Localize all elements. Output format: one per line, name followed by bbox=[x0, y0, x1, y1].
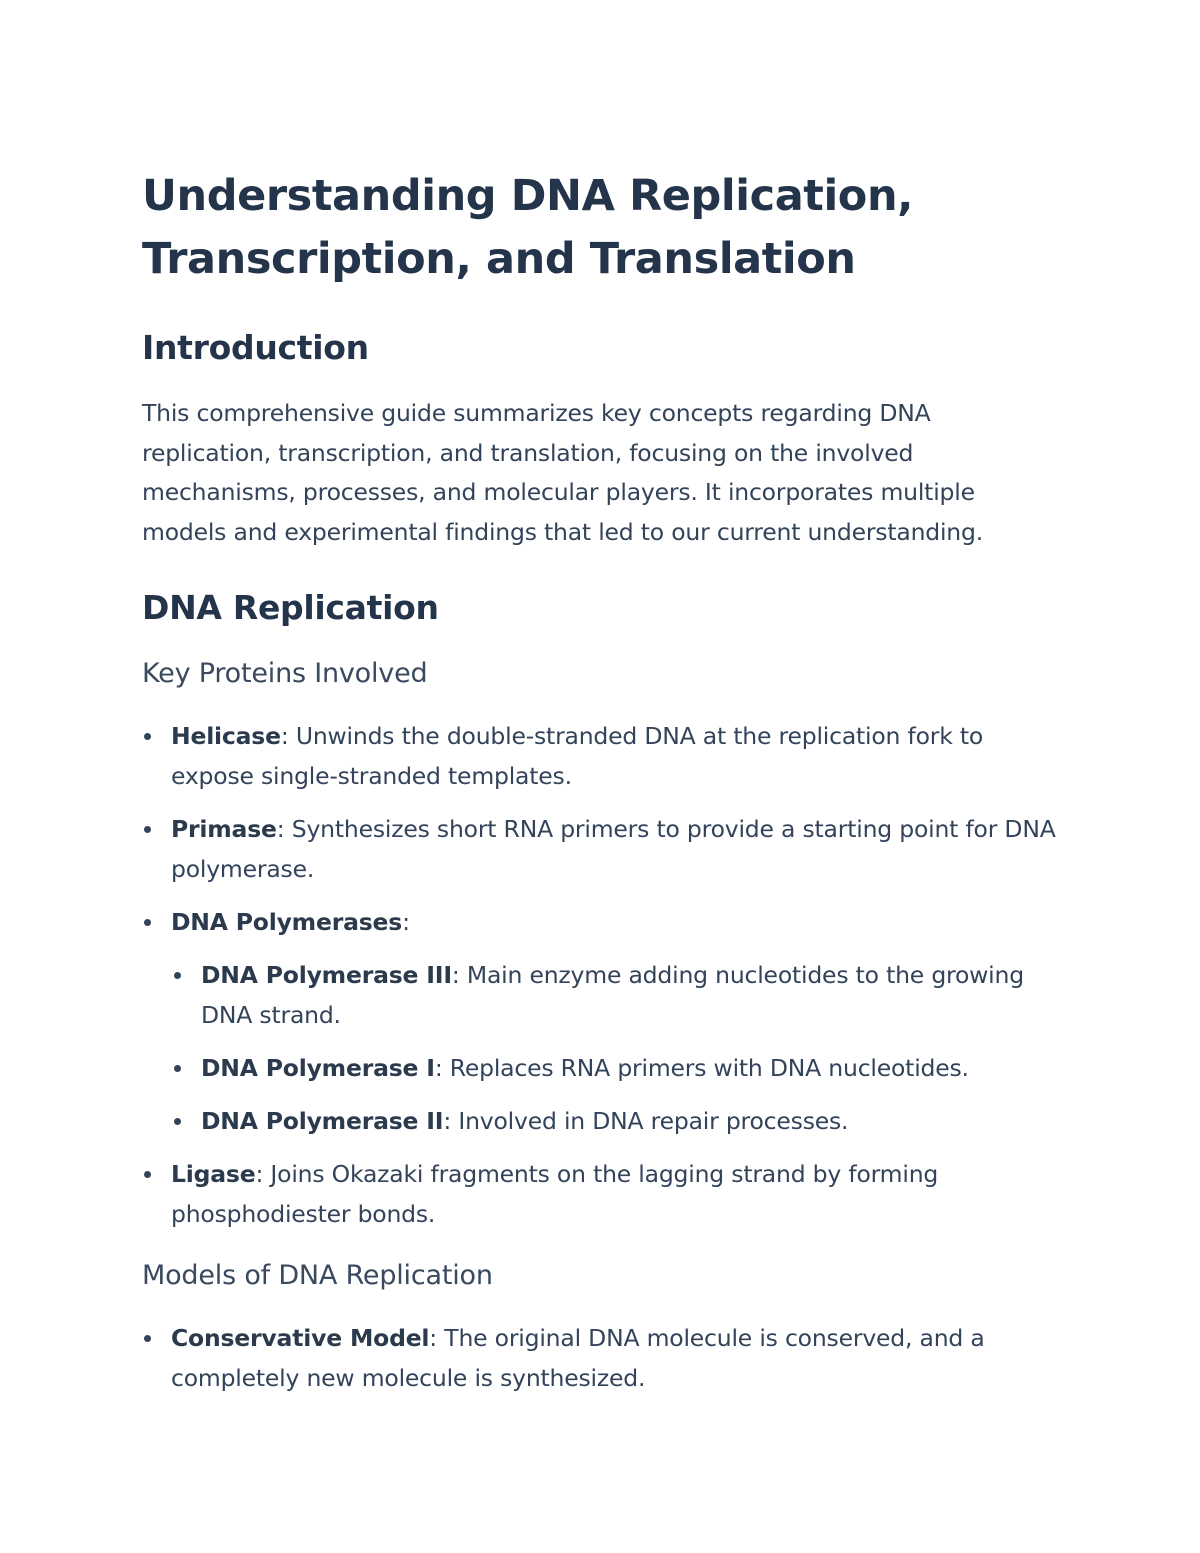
sublist-item-polymerase-ii bbox=[171, 1101, 1062, 1141]
list-item-term: DNA Polymerase III bbox=[201, 961, 452, 989]
list-item-text: : Main enzyme adding nucleotides to the growing DNA strand. bbox=[201, 961, 1024, 1029]
polymerases-sublist bbox=[171, 955, 1062, 1141]
sublist-item-polymerase-i bbox=[171, 1048, 1062, 1088]
list-item-term: Primase bbox=[171, 815, 277, 843]
document-title bbox=[142, 165, 1062, 291]
list-item-conservative-model bbox=[142, 1318, 1062, 1398]
document-page bbox=[142, 165, 1062, 1398]
key-proteins-heading: Key Proteins Involved bbox=[142, 658, 428, 689]
list-item-ligase bbox=[142, 1154, 1062, 1234]
list-item-text: : Unwinds the double-stranded DNA at the replication fork to expose single-stranded templates. bbox=[171, 722, 984, 790]
list-item-term: DNA Polymerase II bbox=[201, 1107, 444, 1135]
list-item-primase bbox=[142, 809, 1062, 889]
models-heading: Models of DNA Replication bbox=[142, 1260, 493, 1291]
list-item-dna-polymerases bbox=[142, 902, 1062, 1141]
title-line-1: Understanding DNA Replication, bbox=[142, 171, 914, 221]
list-item-text: : Synthesizes short RNA primers to provide a starting point for DNA polymerase. bbox=[171, 815, 1056, 883]
title-line-2: Transcription, and Translation bbox=[142, 234, 856, 284]
list-item-text: : Joins Okazaki fragments on the lagging strand by forming phosphodiester bonds. bbox=[171, 1160, 939, 1228]
list-item-term: DNA Polymerases bbox=[171, 908, 403, 936]
list-item-text: : Replaces RNA primers with DNA nucleotides. bbox=[434, 1054, 969, 1082]
list-item-text: : The original DNA molecule is conserved, and a completely new molecule is synthesized. bbox=[171, 1324, 985, 1392]
list-item-term: Ligase bbox=[171, 1160, 256, 1188]
models-list bbox=[142, 1318, 1062, 1398]
list-item-term: Helicase bbox=[171, 722, 281, 750]
key-proteins-list bbox=[142, 716, 1062, 1234]
list-item-text: : bbox=[402, 908, 410, 936]
list-item-term: DNA Polymerase I bbox=[201, 1054, 435, 1082]
introduction-paragraph: This comprehensive guide summarizes key concepts regarding DNA replication, transcription, and translation, focusing on the involved mechanisms, processes, and molecular players. It incorporates multiple models and experimental findings that led to our current understanding. bbox=[142, 399, 983, 546]
list-item-text: : Involved in DNA repair processes. bbox=[443, 1107, 849, 1135]
sublist-item-polymerase-iii bbox=[171, 955, 1062, 1035]
dna-replication-heading: DNA Replication bbox=[142, 588, 439, 627]
list-item-term: Conservative Model bbox=[171, 1324, 430, 1352]
introduction-heading: Introduction bbox=[142, 328, 369, 367]
list-item-helicase bbox=[142, 716, 1062, 796]
